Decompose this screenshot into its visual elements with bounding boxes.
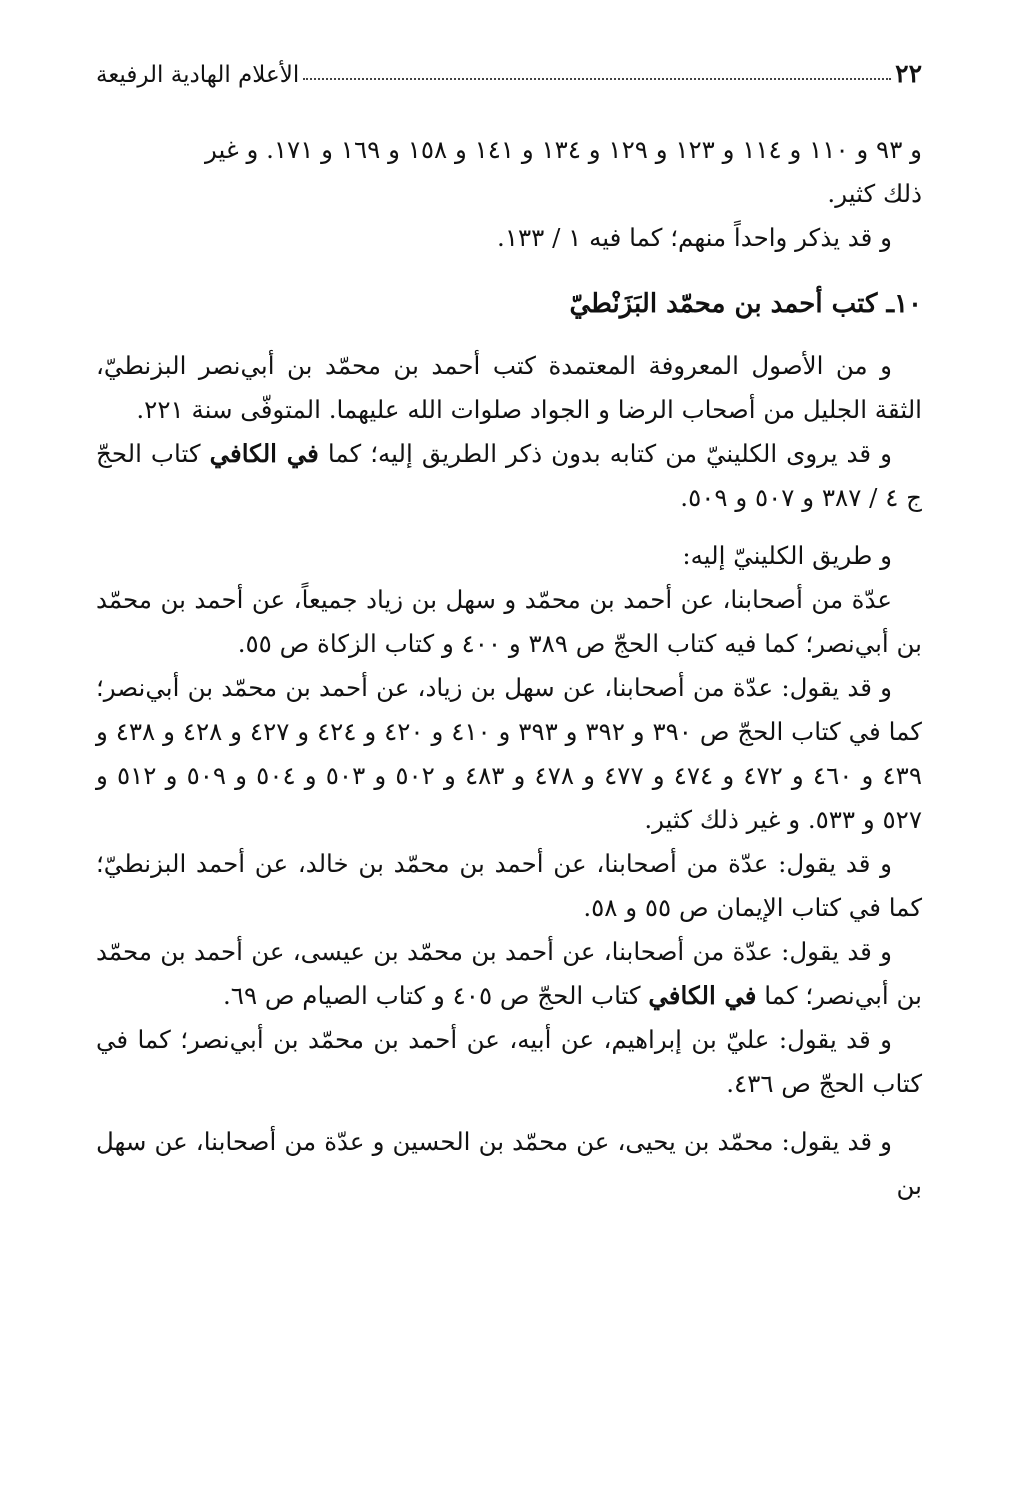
book-title: الأعلام الهادية الرفيعة — [96, 62, 300, 88]
body-paragraph — [96, 930, 922, 1018]
bold-term: في الكافي — [648, 981, 757, 1010]
body-line: و ٩٣ و ١١٠ و ١١٤ و ١٢٣ و ١٢٩ و ١٣٤ و ١٤١ و ١٥٨ و ١٦٩ و ١٧١. و غير — [204, 135, 922, 164]
text-run: كتاب الحجّ ص ٤٠٥ و كتاب الصيام ص ٦٩. — [222, 981, 649, 1010]
text-run: كتاب الحجّ ج ٤ / ٣٨٧ و ٥٠٧ و ٥٠٩. — [96, 439, 922, 512]
header-dot-leader — [303, 78, 891, 80]
page-body — [96, 128, 922, 1208]
body-paragraph: و قد يقول: عدّة من أصحابنا، عن سهل بن زياد، عن أحمد بن محمّد بن أبي‌نصر؛ كما في كتاب الحجّ ص ٣٩٠ و ٣٩٢ و ٣٩٣ و ٤١٠ و ٤٢٠ و ٤٢٤ و ٤٢٧ و ٤٢٨ و ٤٣٨ و ٤٣٩ و ٤٦٠ و ٤٧٢ و ٤٧٤ و ٤٧٧ و ٤٧٨ و ٤٨٣ و ٥٠٢ و ٥٠٣ و ٥٠٤ و ٥٠٩ و ٥١٢ و ٥٢٧ و ٥٣٣. و غير ذلك كثير. — [96, 673, 922, 834]
running-header — [96, 48, 922, 88]
text-run: و قد يروى الكلينيّ من كتابه بدون ذكر الطريق إليه؛ كما — [318, 439, 892, 468]
section-heading: ١٠ـ كتب أحمد بن محمّد البَزَنْطيّ — [569, 289, 922, 319]
text-run: و قد يقول: عدّة من أصحابنا، عن أحمد بن محمّد بن عيسى، عن أحمد بن محمّد بن أبي‌نصر؛ كما — [96, 937, 922, 1010]
body-paragraph — [96, 432, 922, 520]
page-number: ٢٢ — [895, 59, 922, 88]
body-paragraph: عدّة من أصحابنا، عن أحمد بن محمّد و سهل بن زياد جميعاً، عن أحمد بن محمّد بن أبي‌نصر؛ كما فيه كتاب الحجّ ص ٣٨٩ و ٤٠٠ و كتاب الزكاة ص ٥٥. — [96, 585, 922, 658]
body-paragraph: و قد يقول: محمّد بن يحيى، عن محمّد بن الحسين و عدّة من أصحابنا، عن سهل بن — [96, 1127, 922, 1200]
body-paragraph: و قد يقول: عدّة من أصحابنا، عن أحمد بن محمّد بن خالد، عن أحمد البزنطيّ؛ كما في كتاب الإيمان ص ٥٥ و ٥٨. — [96, 849, 922, 922]
body-paragraph: و قد يذكر واحداً منهم؛ كما فيه ١ / ١٣٣. — [497, 223, 892, 252]
body-paragraph: و طريق الكلينيّ إليه: — [682, 541, 892, 570]
body-paragraph: و قد يقول: عليّ بن إبراهيم، عن أبيه، عن أحمد بن محمّد بن أبي‌نصر؛ كما في كتاب الحجّ ص ٤٣٦. — [96, 1025, 922, 1098]
bold-term: في الكافي — [209, 439, 319, 468]
body-paragraph: و من الأصول المعروفة المعتمدة كتب أحمد بن محمّد بن أبي‌نصر البزنطيّ، الثقة الجليل من أصحاب الرضا و الجواد صلوات الله عليهما. المتوفّى سنة ٢٢١. — [96, 351, 922, 424]
body-line: ذلك كثير. — [827, 179, 922, 208]
